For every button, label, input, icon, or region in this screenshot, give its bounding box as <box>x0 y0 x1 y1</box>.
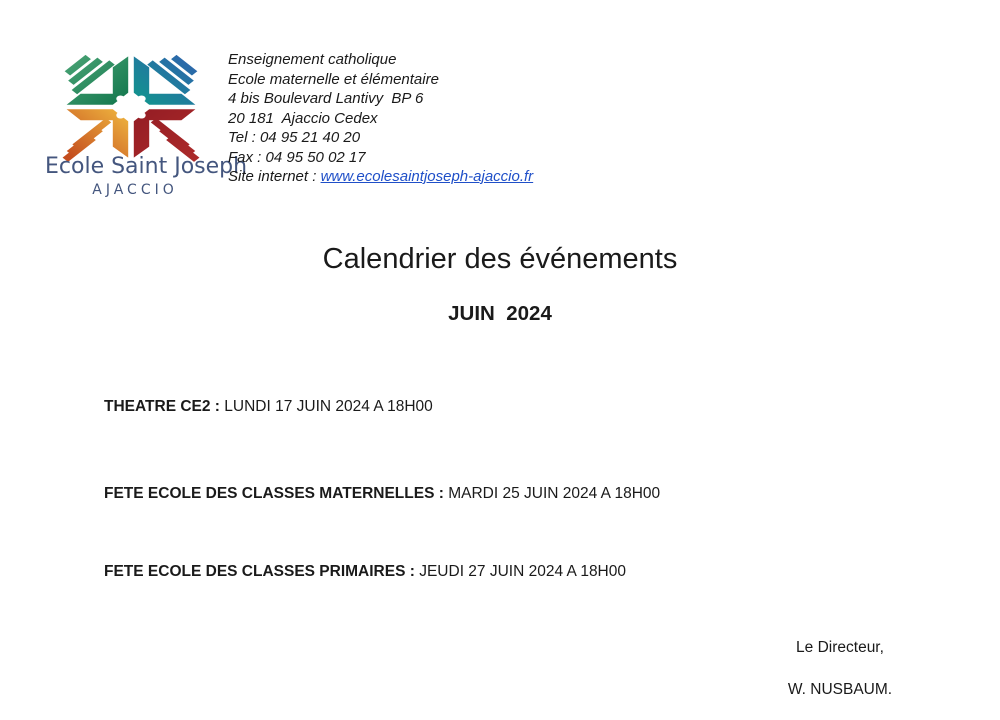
signature-role: Le Directeur, <box>796 639 884 656</box>
hand-top-right <box>134 56 196 104</box>
website-link[interactable]: www.ecolesaintjoseph-ajaccio.fr <box>320 168 534 185</box>
contact-line: Ecole maternelle et élémentaire <box>228 70 439 88</box>
hand-bottom-right <box>134 109 196 157</box>
contact-line: Enseignement catholique <box>228 51 397 68</box>
event-label: THEATRE CE2 : <box>104 398 220 415</box>
contact-line: 20 181 Ajaccio Cedex <box>228 109 378 127</box>
event-label: FETE ECOLE DES CLASSES PRIMAIRES : <box>104 563 415 580</box>
signature-block <box>730 639 950 699</box>
contact-block <box>228 50 533 187</box>
event-label: FETE ECOLE DES CLASSES MATERNELLES : <box>104 485 444 502</box>
website-line <box>228 167 533 187</box>
contact-line: Tel : 04 95 21 40 20 <box>228 129 361 146</box>
school-logo <box>45 48 248 208</box>
four-hands-logo-icon <box>61 52 201 162</box>
hand-top-left <box>67 56 129 104</box>
school-name: Ecole Saint Joseph <box>45 154 248 179</box>
event-row-fete-primaires <box>104 563 626 581</box>
event-details: MARDI 25 JUIN 2024 A 18H00 <box>443 485 661 502</box>
hand-bottom-left <box>67 109 129 157</box>
page-title: Calendrier des événements <box>322 243 678 275</box>
contact-line: Fax : 04 95 50 02 17 <box>228 148 366 166</box>
school-city: AJACCIO <box>92 182 178 198</box>
website-label: Site internet : <box>228 168 321 185</box>
page-subtitle: JUIN 2024 <box>448 302 552 325</box>
event-details: LUNDI 17 JUIN 2024 A 18H00 <box>219 398 433 415</box>
event-row-theatre-ce2 <box>104 398 433 416</box>
signature-name: W. NUSBAUM. <box>787 681 893 698</box>
contact-line: 4 bis Boulevard Lantivy BP 6 <box>228 90 424 107</box>
event-row-fete-maternelles <box>104 485 660 503</box>
event-details: JEUDI 27 JUIN 2024 A 18H00 <box>414 563 626 580</box>
